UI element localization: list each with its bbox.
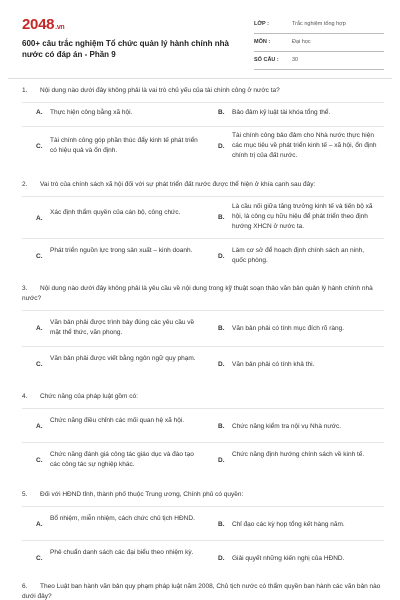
option-letter: A.	[36, 521, 43, 528]
option-letter: A.	[36, 109, 43, 116]
option-letter: D.	[218, 555, 225, 562]
option-letter: B.	[218, 214, 225, 221]
option-text: Bổ nhiệm, miễn nhiệm, cách chức chủ tịch HĐND.	[50, 515, 195, 522]
option-text: Văn bản phải có tính khả thi.	[232, 361, 315, 368]
option-text: Phê chuẩn danh sách các đại biểu theo nhiệm kỳ.	[50, 549, 194, 556]
question-number: 3.	[22, 285, 28, 292]
question-text	[22, 284, 384, 304]
option-text: Xác định thẩm quyền của cán bộ, công chức.	[50, 209, 181, 216]
option-text: Thực hiện công bằng xã hội.	[50, 109, 133, 116]
option-text: Chức năng kiểm tra nội vụ Nhà nước.	[232, 423, 342, 430]
option-letter: D.	[218, 253, 225, 260]
option-divider	[22, 310, 384, 311]
question-prompt: Nội dung nào dưới đây không phải là vai trò chủ yếu của tài chính công ở nước ta?	[40, 87, 280, 94]
option-text: Giải quyết những kiến nghị của HĐND.	[232, 555, 345, 562]
question-number: 6.	[22, 583, 28, 590]
option-letter: B.	[218, 109, 225, 116]
question-prompt: Đối với HĐND tỉnh, thành phố thuộc Trung ương, Chính phủ có quyền:	[40, 491, 244, 498]
option-text: Chỉ đạo các kỳ họp tổng kết hàng năm.	[232, 521, 345, 528]
meta-label: SỐ CÂU :	[254, 57, 279, 63]
question-number: 1.	[22, 87, 28, 94]
option-letter: A.	[36, 325, 43, 332]
question-text	[22, 180, 384, 190]
logo-suffix: .vn	[55, 24, 65, 31]
question-text	[22, 86, 384, 96]
option-letter: A.	[36, 215, 43, 222]
meta-panel	[254, 16, 384, 70]
option-text: Bảo đảm kỷ luật tài khóa tổng thể.	[232, 109, 331, 116]
option-letter: D.	[218, 143, 225, 150]
question-prompt: Vai trò của chính sách xã hội đối với sự phát triển đất nước được thể hiện ở khía cạnh sau đây:	[40, 181, 316, 188]
option-letter: C.	[36, 555, 43, 562]
option-letter: B.	[218, 521, 225, 528]
option-text: Văn bản phải có tính mục đích rõ ràng.	[232, 325, 345, 332]
meta-label: LỚP :	[254, 21, 269, 27]
option-text: Văn bản phải được trình bày đúng các yêu cầu về mặt thể thức, văn phong.	[50, 319, 195, 336]
option-text: Tài chính công góp phần thúc đẩy kinh tế phát triển có hiệu quả và ổn định.	[50, 137, 198, 154]
option-letter: C.	[36, 253, 43, 260]
option-divider	[22, 238, 384, 239]
option-letter: A.	[36, 423, 43, 430]
option-text: Văn bản phải được viết bằng ngôn ngữ quy phạm.	[50, 355, 196, 362]
option-letter: D.	[218, 457, 225, 464]
header-divider	[8, 78, 392, 79]
option-letter: B.	[218, 325, 225, 332]
logo-text: 2048	[22, 16, 55, 33]
option-letter: D.	[218, 361, 225, 368]
question-prompt: Chức năng của pháp luật gồm có:	[40, 393, 138, 400]
question-text	[22, 582, 384, 600]
option-letter: B.	[218, 423, 225, 430]
option-divider	[22, 126, 384, 127]
meta-value: Trắc nghiệm tổng hợp	[292, 21, 346, 27]
question-number: 5.	[22, 491, 28, 498]
question-number: 2.	[22, 181, 28, 188]
option-divider	[22, 408, 384, 409]
option-divider	[22, 196, 384, 197]
document-page	[8, 6, 392, 600]
site-logo[interactable]	[22, 16, 64, 33]
question-number: 4.	[22, 393, 28, 400]
option-letter: C.	[36, 361, 43, 368]
page-title: 600+ câu trắc nghiệm Tổ chức quản lý hành chính nhà nước có đáp án - Phần 9	[22, 39, 229, 59]
question-prompt: Nội dung nào dưới đây không phải là yêu cầu về nội dung trong kỹ thuật soạn thảo văn bản quản lý hành chính nhà nước?	[22, 285, 373, 302]
option-text: Chức năng định hướng chính sách về kinh tế.	[232, 451, 365, 458]
question-text	[22, 392, 384, 402]
option-divider	[22, 346, 384, 347]
document-header	[8, 6, 392, 68]
meta-row-subject	[254, 34, 384, 52]
meta-value: 30	[292, 57, 299, 63]
question-text	[22, 490, 384, 500]
option-divider	[22, 102, 384, 103]
option-letter: C.	[36, 457, 43, 464]
option-text: Làm cơ sở để hoạch định chính sách an ninh, quốc phòng.	[232, 247, 365, 264]
option-divider	[22, 540, 384, 541]
meta-row-class	[254, 16, 384, 34]
question-prompt: Theo Luật ban hành văn bản quy phạm pháp luật năm 2008, Chủ tịch nước có thẩm quyền ban hành các văn bản nào dưới đây?	[22, 583, 381, 600]
meta-row-count	[254, 52, 384, 70]
option-letter: C.	[36, 143, 43, 150]
option-text: Chức năng đánh giá công tác giáo dục và đào tạo các công tác sự nghiệp khác.	[50, 451, 194, 468]
meta-label: MÔN :	[254, 39, 271, 45]
meta-value: Đại học	[292, 39, 311, 45]
option-divider	[22, 506, 384, 507]
option-text: Tài chính công bảo đảm cho Nhà nước thực hiện các mục tiêu về phát triển kinh tế – xã hội, ổn định chính trị của đất nước.	[232, 132, 377, 159]
option-text: Phát triển nguồn lực trong sản xuất – kinh doanh.	[50, 247, 193, 254]
option-text: Chức năng điều chỉnh các mối quan hệ xã hội.	[50, 417, 185, 424]
option-divider	[22, 442, 384, 443]
option-text: Là cầu nối giữa tăng trưởng kinh tế và tiến bộ xã hội, là công cụ hữu hiệu để phát triển theo định hướng XHCN ở nước ta.	[232, 203, 373, 230]
